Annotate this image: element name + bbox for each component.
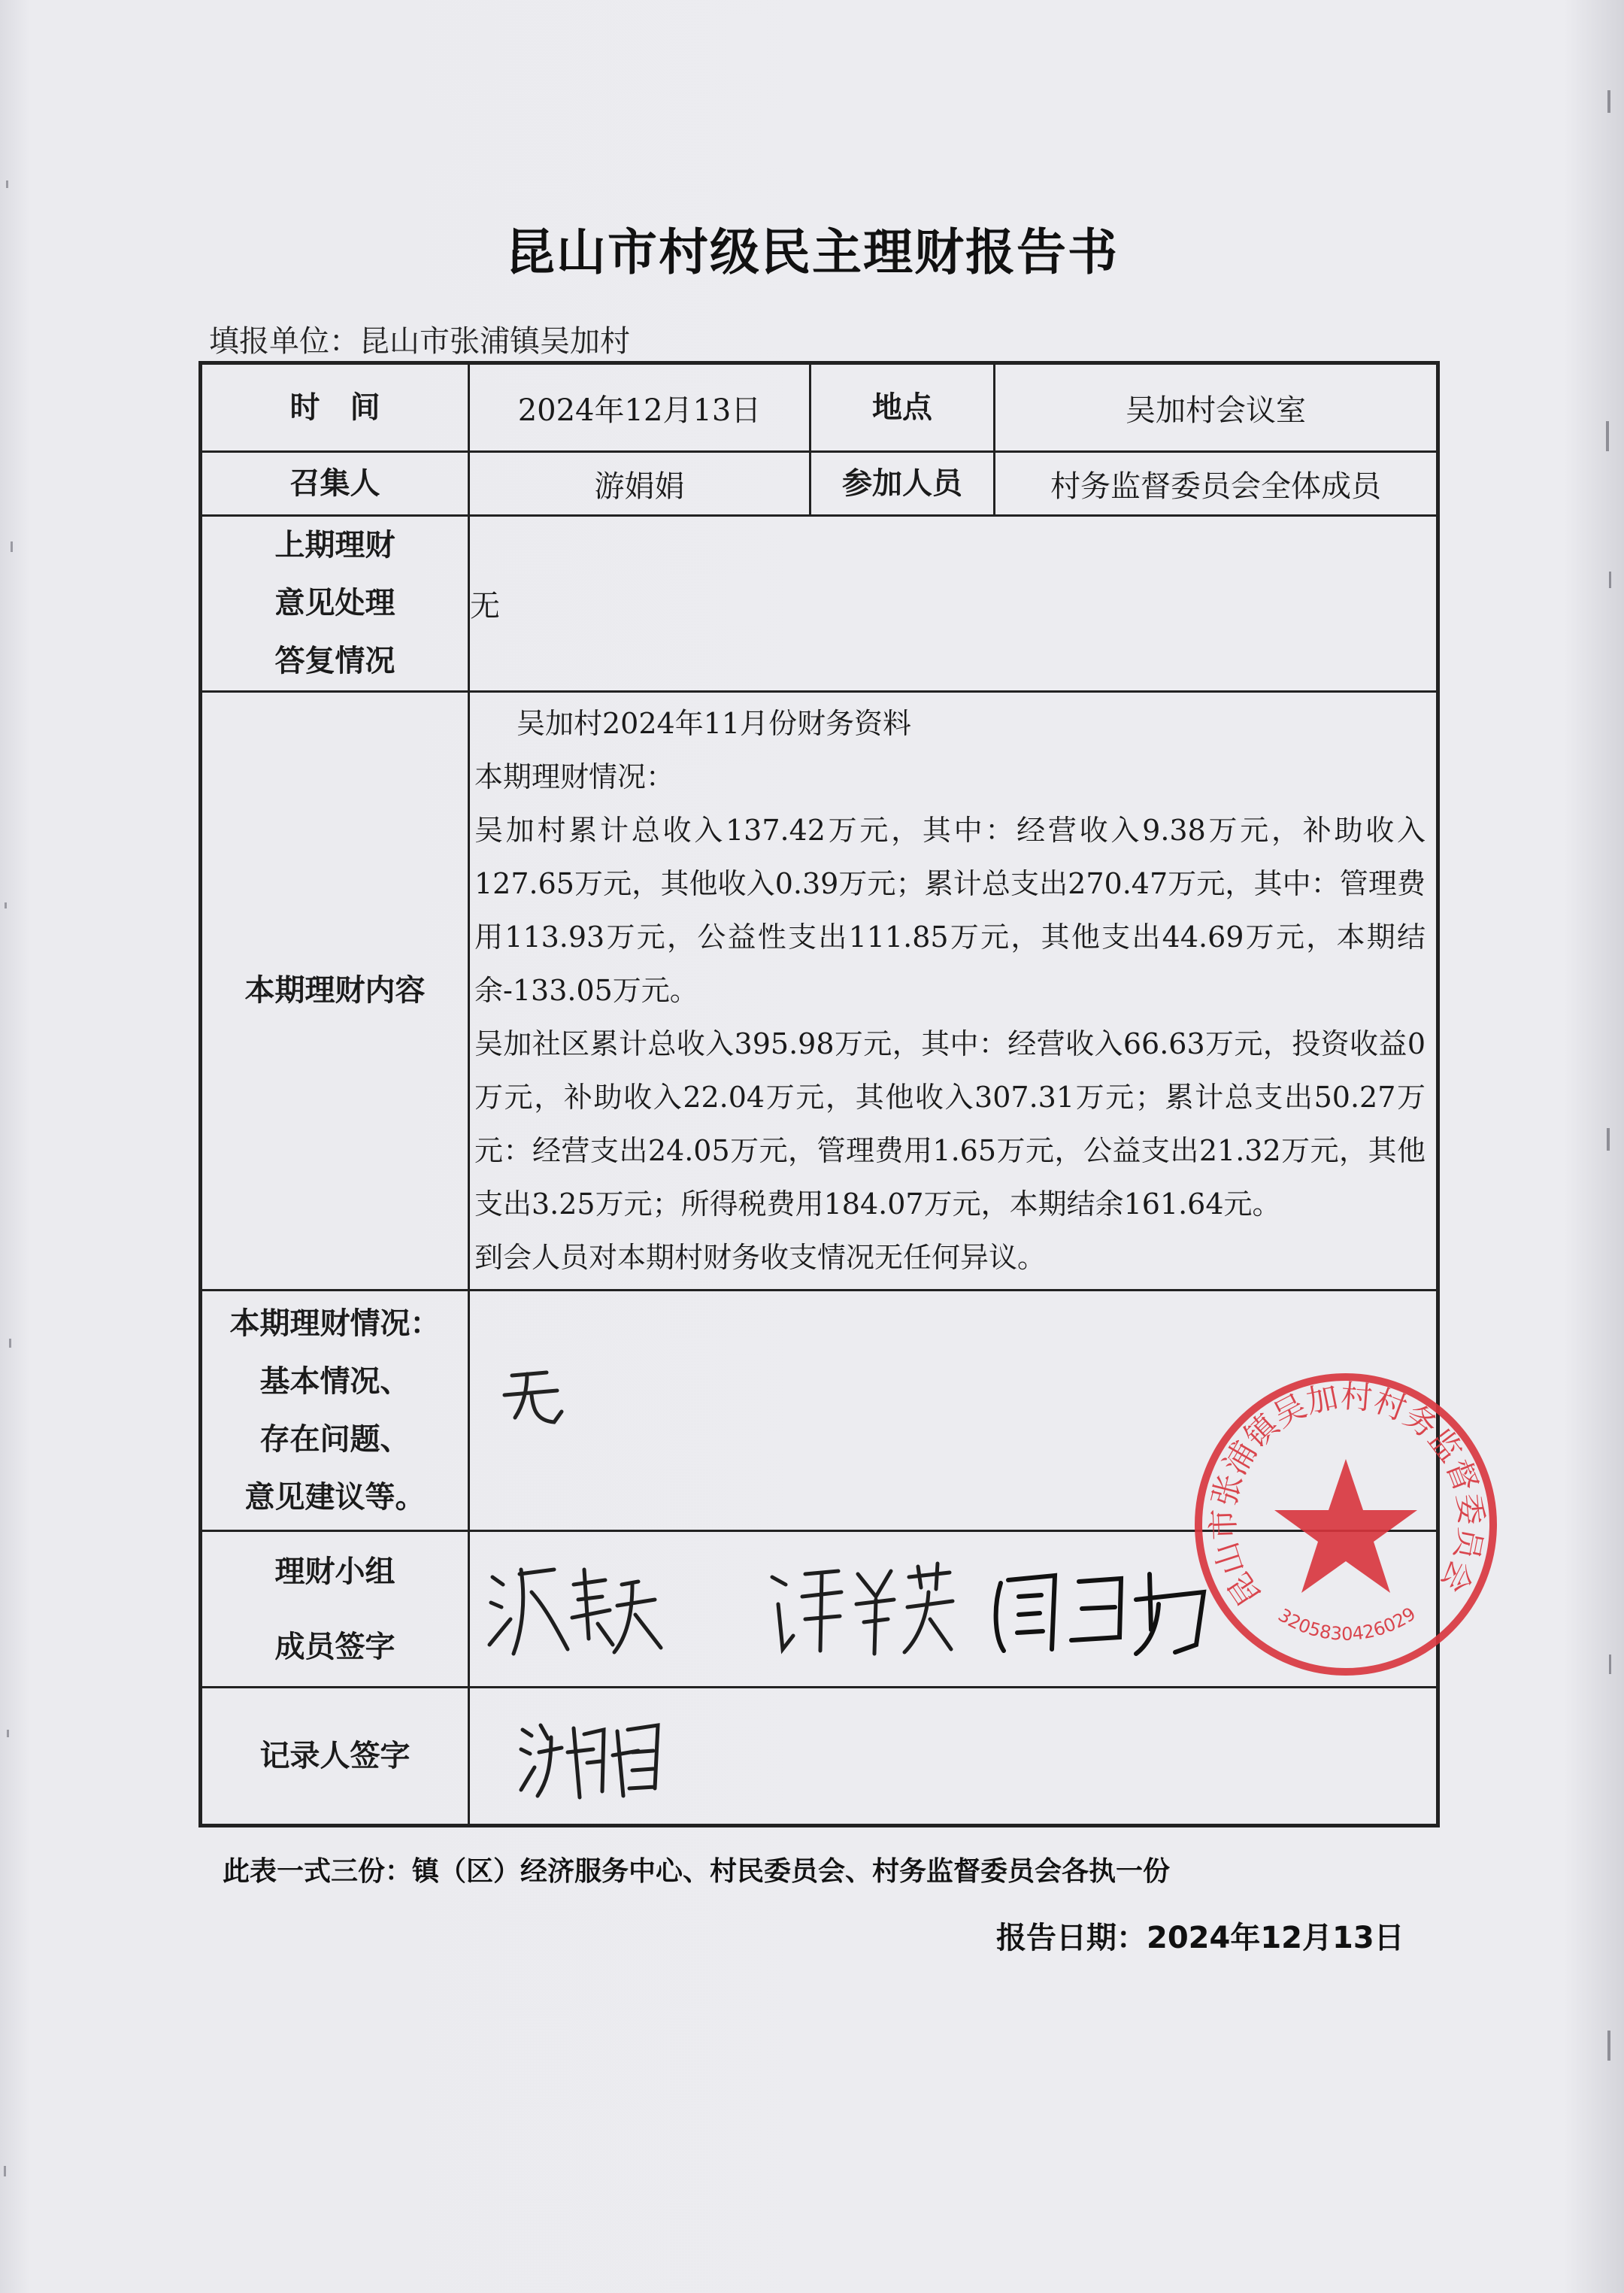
signature-member-1 [485,1554,665,1667]
row-current-content [201,692,1438,1291]
content-conclusion: 到会人员对本期村财务收支情况无任何异议。 [474,1241,1047,1274]
reporting-unit: 填报单位：昆山市张浦镇吴加村 [209,324,630,359]
scan-edge-marks-left [0,0,23,2293]
current-situation-label-line: 意见建议等。 [244,1479,426,1515]
group-signatures-label-line: 理财小组 [274,1554,395,1589]
previous-feedback-label-line: 意见处理 [274,586,395,620]
previous-feedback-label-line: 上期理财 [274,528,395,563]
row-previous-feedback [201,516,1438,692]
attendees-value: 村务监督委员会全体成员 [995,452,1438,516]
content-heading: 吴加村2024年11月份财务资料 [517,707,912,740]
attendees-label: 参加人员 [810,452,995,516]
place-value: 吴加村会议室 [995,363,1438,452]
official-seal [1192,1370,1500,1679]
convener-value: 游娟娟 [469,452,810,516]
row-convener-attendees [201,452,1438,516]
signature-recorder [515,1707,665,1805]
current-situation-label-line: 基本情况、 [259,1363,411,1399]
previous-feedback-value: 无 [469,516,1438,692]
seal-code: 3205830426029 [1274,1603,1420,1645]
scan-edge-marks-right [1600,0,1622,2293]
copies-note: 此表一式三份：镇（区）经济服务中心、村民委员会、村务监督委员会各执一份 [223,1856,1171,1887]
current-content-cell [469,692,1438,1291]
recorder-label: 记录人签字 [201,1688,469,1826]
content-village-finance: 吴加村累计总收入137.42万元，其中：经营收入9.38万元，补助收入127.65万元，其他收入0.39万元；累计总支出270.47万元，其中：管理费用113.93万元，公益性支出111.85万元，其他支出44.69万元，本期结余-133.05万元。 [474,814,1426,1007]
time-value: 2024年12月13日 [469,363,810,452]
signature-member-2 [763,1551,959,1664]
current-situation-label-line: 本期理财情况： [229,1306,441,1341]
current-situation-label-line: 存在问题、 [259,1421,411,1457]
current-content-label: 本期理财内容 [201,692,469,1291]
document-title: 昆山市村级民主理财报告书 [505,223,1119,281]
group-signatures-label-line: 成员签字 [274,1629,395,1664]
seal-text: 昆山市张浦镇吴加村村务监督委员会 [1204,1377,1490,1613]
time-label: 时 间 [201,363,469,452]
report-date: 报告日期：2024年12月13日 [996,1921,1404,1955]
current-situation-label [201,1291,469,1531]
place-label: 地点 [810,363,995,452]
row-recorder-signature [201,1688,1438,1826]
previous-feedback-label [201,516,469,692]
convener-label: 召集人 [201,452,469,516]
previous-feedback-label-line: 答复情况 [274,644,395,678]
row-time-place [201,363,1438,452]
handwritten-none-mark [501,1365,569,1433]
group-signatures-label [201,1531,469,1688]
content-community-finance: 吴加社区累计总收入395.98万元，其中：经营收入66.63万元，投资收益0万元，补助收入22.04万元，其他收入307.31万元；累计总支出50.27万元：经营支出24.05万元，管理费用1.65万元，公益支出21.32万元，其他支出3.25万元；所得税费用184.07万元，本期结余161.64元。 [474,1027,1426,1221]
recorder-signature-cell [469,1688,1438,1826]
signature-member-3 [989,1562,1214,1660]
content-subheading: 本期理财情况： [474,760,675,793]
